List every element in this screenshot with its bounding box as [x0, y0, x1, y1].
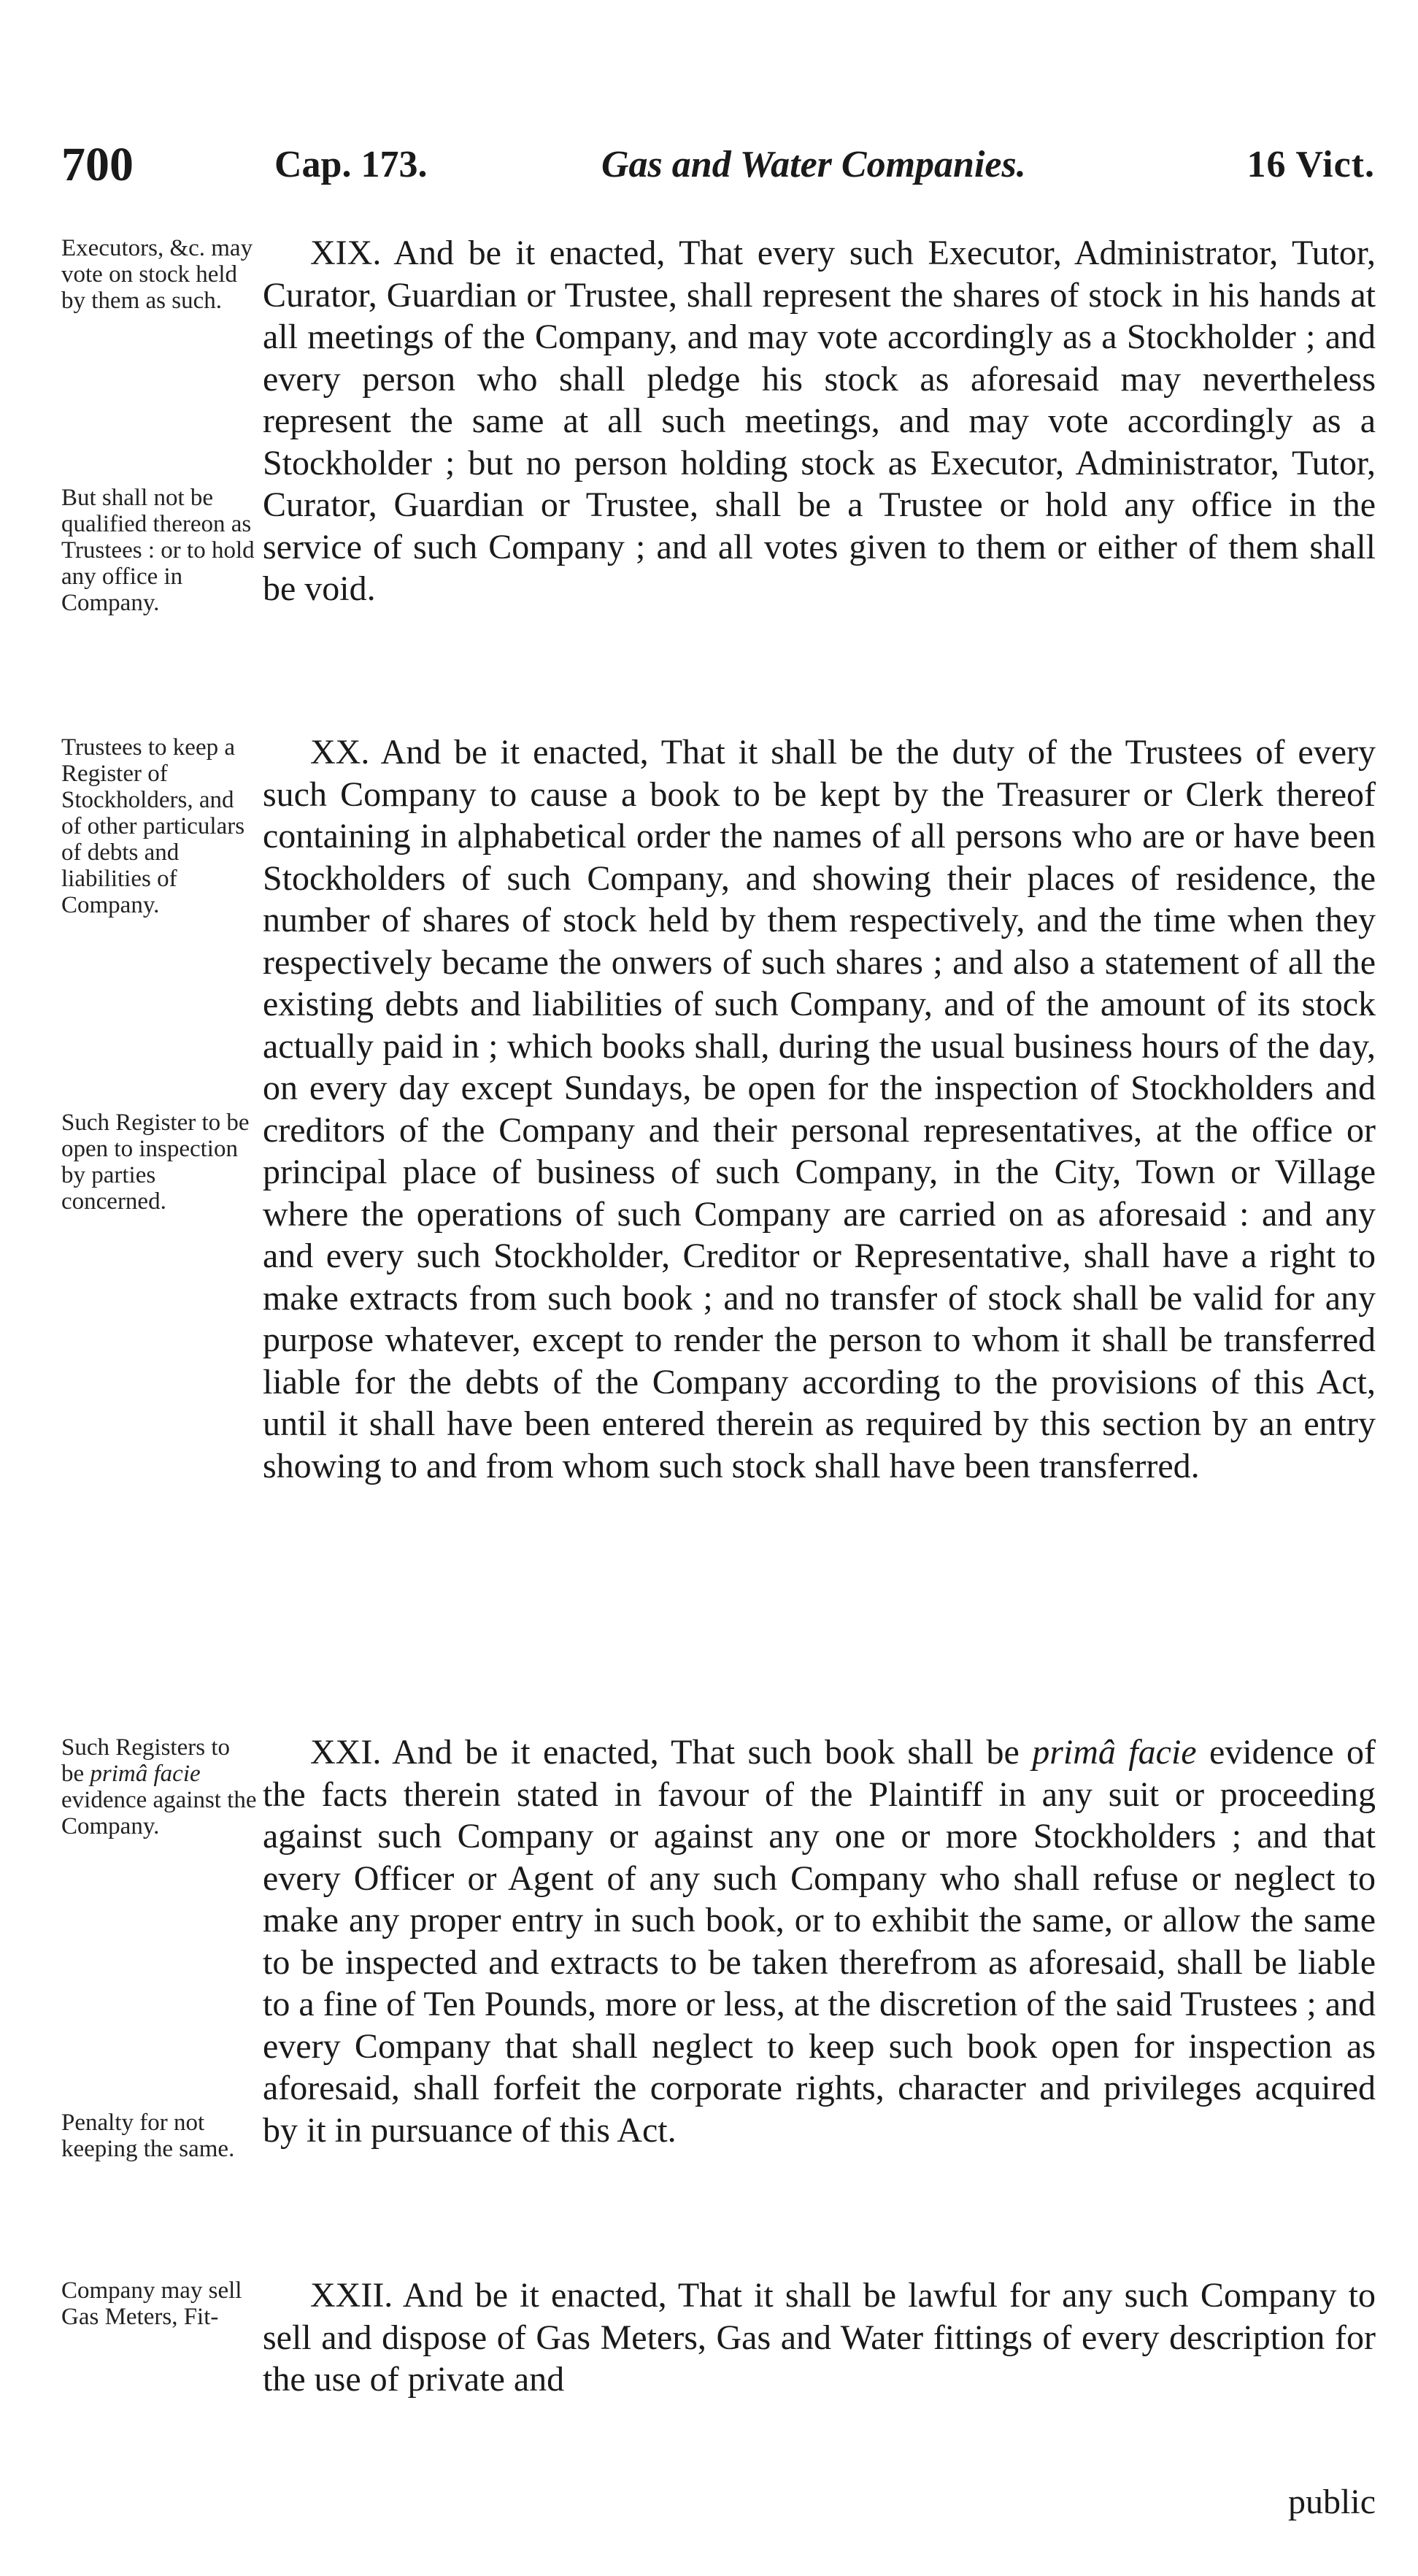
margin-note: Such Register to be open to inspection by parties concerned.	[61, 1110, 250, 1215]
page-number: 700	[61, 138, 134, 191]
running-title: Gas and Water Companies.	[601, 144, 1026, 185]
catchword: public	[1288, 2483, 1376, 2521]
section-number: XIX.	[310, 234, 382, 272]
section-number: XXII.	[310, 2276, 393, 2315]
section-xxi	[263, 1731, 1376, 2151]
section-number: XX.	[310, 733, 370, 772]
section-xx	[263, 731, 1376, 1487]
margin-note: Executors, &c. may vote on stock held by them as such.	[61, 235, 253, 314]
section-text: And be it enacted, That it shall be lawful for any such Company to sell and dispose of Gas Meters, Gas and Water fittings of every description for the use of private and	[263, 2276, 1376, 2399]
regnal-year: 16 Vict.	[1246, 144, 1375, 185]
section-text: And be it enacted, That such book shall be	[392, 1733, 1033, 1772]
page-header	[61, 137, 1375, 203]
margin-note: Trustees to keep a Register of Stockholders, and of other particulars of debts and liabilities of Company.	[61, 734, 245, 918]
section-number: XXI.	[310, 1733, 382, 1772]
section-text-italic: primâ facie	[1032, 1733, 1197, 1772]
margin-note: Company may sell Gas Meters, Fit-	[61, 2277, 242, 2330]
section-text: And be it enacted, That every such Executor, Administrator, Tutor, Curator, Guardian or Trustee, shall represent the shares of stock in his hands at all meetings of the Company, and may vote accordingly as a Stockholder ; and every person who shall pledge his stock as aforesaid may nevertheless represent the same at all such meetings, and may vote accordingly as a Stockholder ; but no person holding stock as Executor, Administrator, Tutor, Curator, Guardian or Trustee, shall be a Trustee or hold any office in the service of such Company ; and all votes given to them or either of them shall be void.	[263, 234, 1376, 608]
section-xix	[263, 232, 1376, 610]
section-text: And be it enacted, That it shall be the duty of the Trustees of every such Company to cause a book to be kept by the Treasurer or Clerk thereof containing in alphabetical order the names of all persons who are or have been Stockholders of such Company, and showing their places of residence, the number of shares of stock held by them respectively, and the time when they respectively became the onwers of such shares ; and also a statement of all the existing debts and liabilities of such Company, and of the amount of its stock actually paid in ; which books shall, during the usual business hours of the day, on every day except Sundays, be open for the inspection of Stockholders and creditors of the Company and their personal representatives, at the office or principal place of business of such Company, in the City, Town or Village where the operations of such Company are carried on as aforesaid : and any and every such Stockholder, Creditor or Representative, shall have a right to make extracts from such book ; and no transfer of stock shall be valid for any purpose whatever, except to render the person to whom it shall be transferred liable for the debts of the Company according to the provisions of this Act, until it shall have been entered therein as required by this section by an entry showing to and from whom such stock shall have been transferred.	[263, 733, 1376, 1485]
margin-note: Such Registers to be primâ facie evidence against the Company.	[61, 1734, 257, 1839]
margin-note: Penalty for not keeping the same.	[61, 2110, 235, 2162]
margin-note: But shall not be qualified thereon as Trustees : or to hold any office in Company.	[61, 485, 255, 616]
chapter-label: Cap. 173.	[274, 144, 428, 185]
section-text: evidence of the facts therein stated in favour of the Plaintiff in any suit or proceeding against such Company or against any one or more Stockholders ; and that every Officer or Agent of any such Company who shall refuse or neglect to make any proper entry in such book, or to exhibit the same, or allow the same to be inspected and extracts to be taken therefrom as aforesaid, shall be liable to a fine of Ten Pounds, more or less, at the discretion of the said Trustees ; and every Company that shall neglect to keep such book open for inspection as aforesaid, shall forfeit the corporate rights, character and privileges acquired by it in pursuance of this Act.	[263, 1733, 1376, 2150]
section-xxii	[263, 2275, 1376, 2401]
